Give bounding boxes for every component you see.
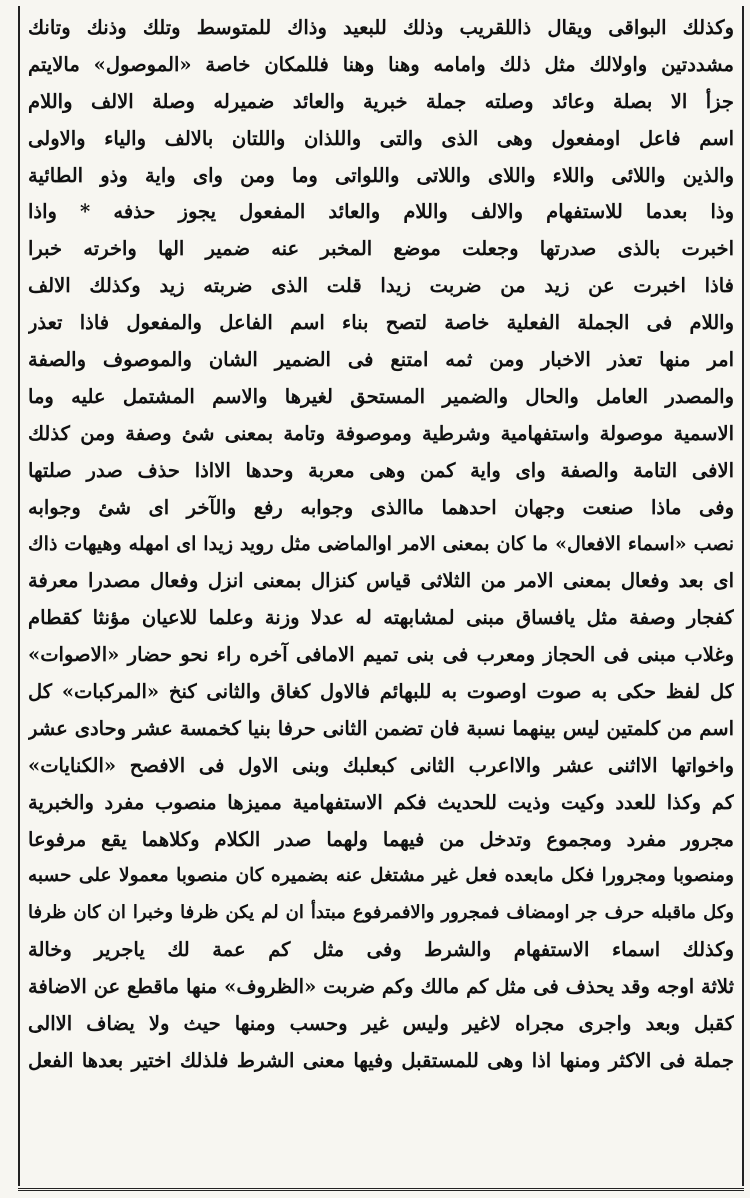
text-line: والمصدر العامل والحال والضمير المستحق لغيرها والاسم المشتمل عليه وما: [28, 384, 734, 408]
text-line: ثلاثة اوجه وقد يحذف فى مثل كم مالك وكم ضربت «الظروف» منها ماقطع عن الاضافة: [28, 975, 734, 999]
text-line: وكذلك البواقى ويقال ذاللقريب وذلك للبعيد وذاك للمتوسط وتلك وذنك وتانك: [28, 16, 734, 39]
text-line: مشددتين واولالك مثل ذلك وامامه وهنا وهنا فللمكان خاصة «الموصول» مالايتم: [28, 52, 734, 76]
text-line: وكذلك اسماء الاستفهام والشرط وفى مثل كم عمة لك ياجرير وخالة: [28, 938, 734, 962]
text-line: الاسمية موصولة واستفهامية وشرطية وموصوفة وتامة بمعنى شئ وصفة ومن كذلك: [28, 421, 734, 445]
text-line: والذين واللائى واللاء واللاى واللاتى واللواتى وما ومن واى واية وذو الطائية: [28, 163, 734, 187]
arabic-text-block: [28, 10, 734, 1080]
bottom-double-rule: [18, 1188, 744, 1191]
text-line: اخبرت بالذى صدرتها وجعلت موضع المخبر عنه ضمير الها واخرته خبرا: [28, 237, 734, 261]
text-line: مجرور مفرد ومجموع وتدخل من فيهما ولهما صدر الكلام وكلاهما يقع مرفوعا: [28, 827, 734, 851]
text-line: وذا بعدما للاستفهام والالف واللام والعائد المفعول يجوز حذفه * واذا: [28, 200, 734, 224]
text-line: اى بعد وفعال بمعنى الامر من الثلاثى قياس كنزال بمعنى انزل وفعال مصدرا معرفة: [28, 569, 734, 593]
text-line: ومنصوبا ومجرورا فكل مابعده فعل غير مشتغل عنه بضميره كان منصوبا معمولا على حسبه: [28, 865, 734, 887]
text-line: امر منها تعذر الاخبار ومن ثمه امتنع فى الضمير الشان والموصوف والصفة: [28, 348, 734, 372]
text-line: اسم من كلمتين ليس بينهما نسبة فان تضمن الثانى حرفا بنيا كخمسة عشر وحادى عشر: [28, 716, 734, 740]
text-line: واللام فى الجملة الفعلية خاصة لتصح بناء اسم الفاعل والمفعول فاذا تعذر: [28, 311, 734, 335]
text-line: كفجار وصفة مثل يافساق مبنى لمشابهته له عدلا وزنة وعلما للاعيان مؤنثا كقطام: [28, 606, 734, 630]
text-line: وفى ماذا صنعت وجهان احدهما ماالذى وجوابه رفع والآخر اى شئ وجوابه: [28, 495, 734, 519]
text-line: الافى التامة والصفة واى واية كمن وهى معربة وحدها الااذا حذف صدر صلتها: [28, 458, 734, 482]
text-line: وغلاب مبنى فى الحجاز ومعرب فى بنى تميم الامافى آخره راء نحو حضار «الاصوات»: [28, 643, 734, 667]
text-line: وكل ماقبله حرف جر اومضاف فمجرور والافمرفوع مبتدأ ان لم يكن ظرفا وخبرا ان كان ظرفا: [28, 902, 734, 924]
text-line: فاذا اخبرت عن زيد من ضربت زيدا قلت الذى ضربته زيد وكذلك الالف: [28, 274, 734, 298]
text-line: كم وكذا للعدد وكيت وذيت للحديث فكم الاستفهامية مميزها منصوب مفرد والخبرية: [28, 790, 734, 814]
text-line: اسم فاعل اومفعول وهى الذى والتى واللذان واللتان بالالف والياء والاولى: [28, 126, 734, 150]
text-line: جزأ الا بصلة وعائد وصلته جملة خبرية والعائد ضميرله وصلة الالف واللام: [28, 89, 734, 113]
text-line: واخواتها الااثنى عشر والااعرب الثانى كبعلبك وبنى الاول فى الافصح «الكنايات»: [28, 753, 734, 777]
text-line: جملة فى الاكثر ومنها اذا وهى للمستقبل وفيها معنى الشرط فلذلك اختير بعدها الفعل: [28, 1048, 734, 1072]
text-line: كقبل وبعد واجرى مجراه لاغير وليس غير وحسب ومنها حيث ولا يضاف الاالى: [28, 1012, 734, 1036]
text-line: نصب «اسماء الافعال» ما كان بمعنى الامر اوالماضى مثل رويد زيدا اى امهله وهيهات ذاك: [28, 533, 734, 556]
text-line: كل لفظ حكى به صوت اوصوت به للبهائم فالاول كغاق والثانى كنخ «المركبات» كل: [28, 680, 734, 704]
